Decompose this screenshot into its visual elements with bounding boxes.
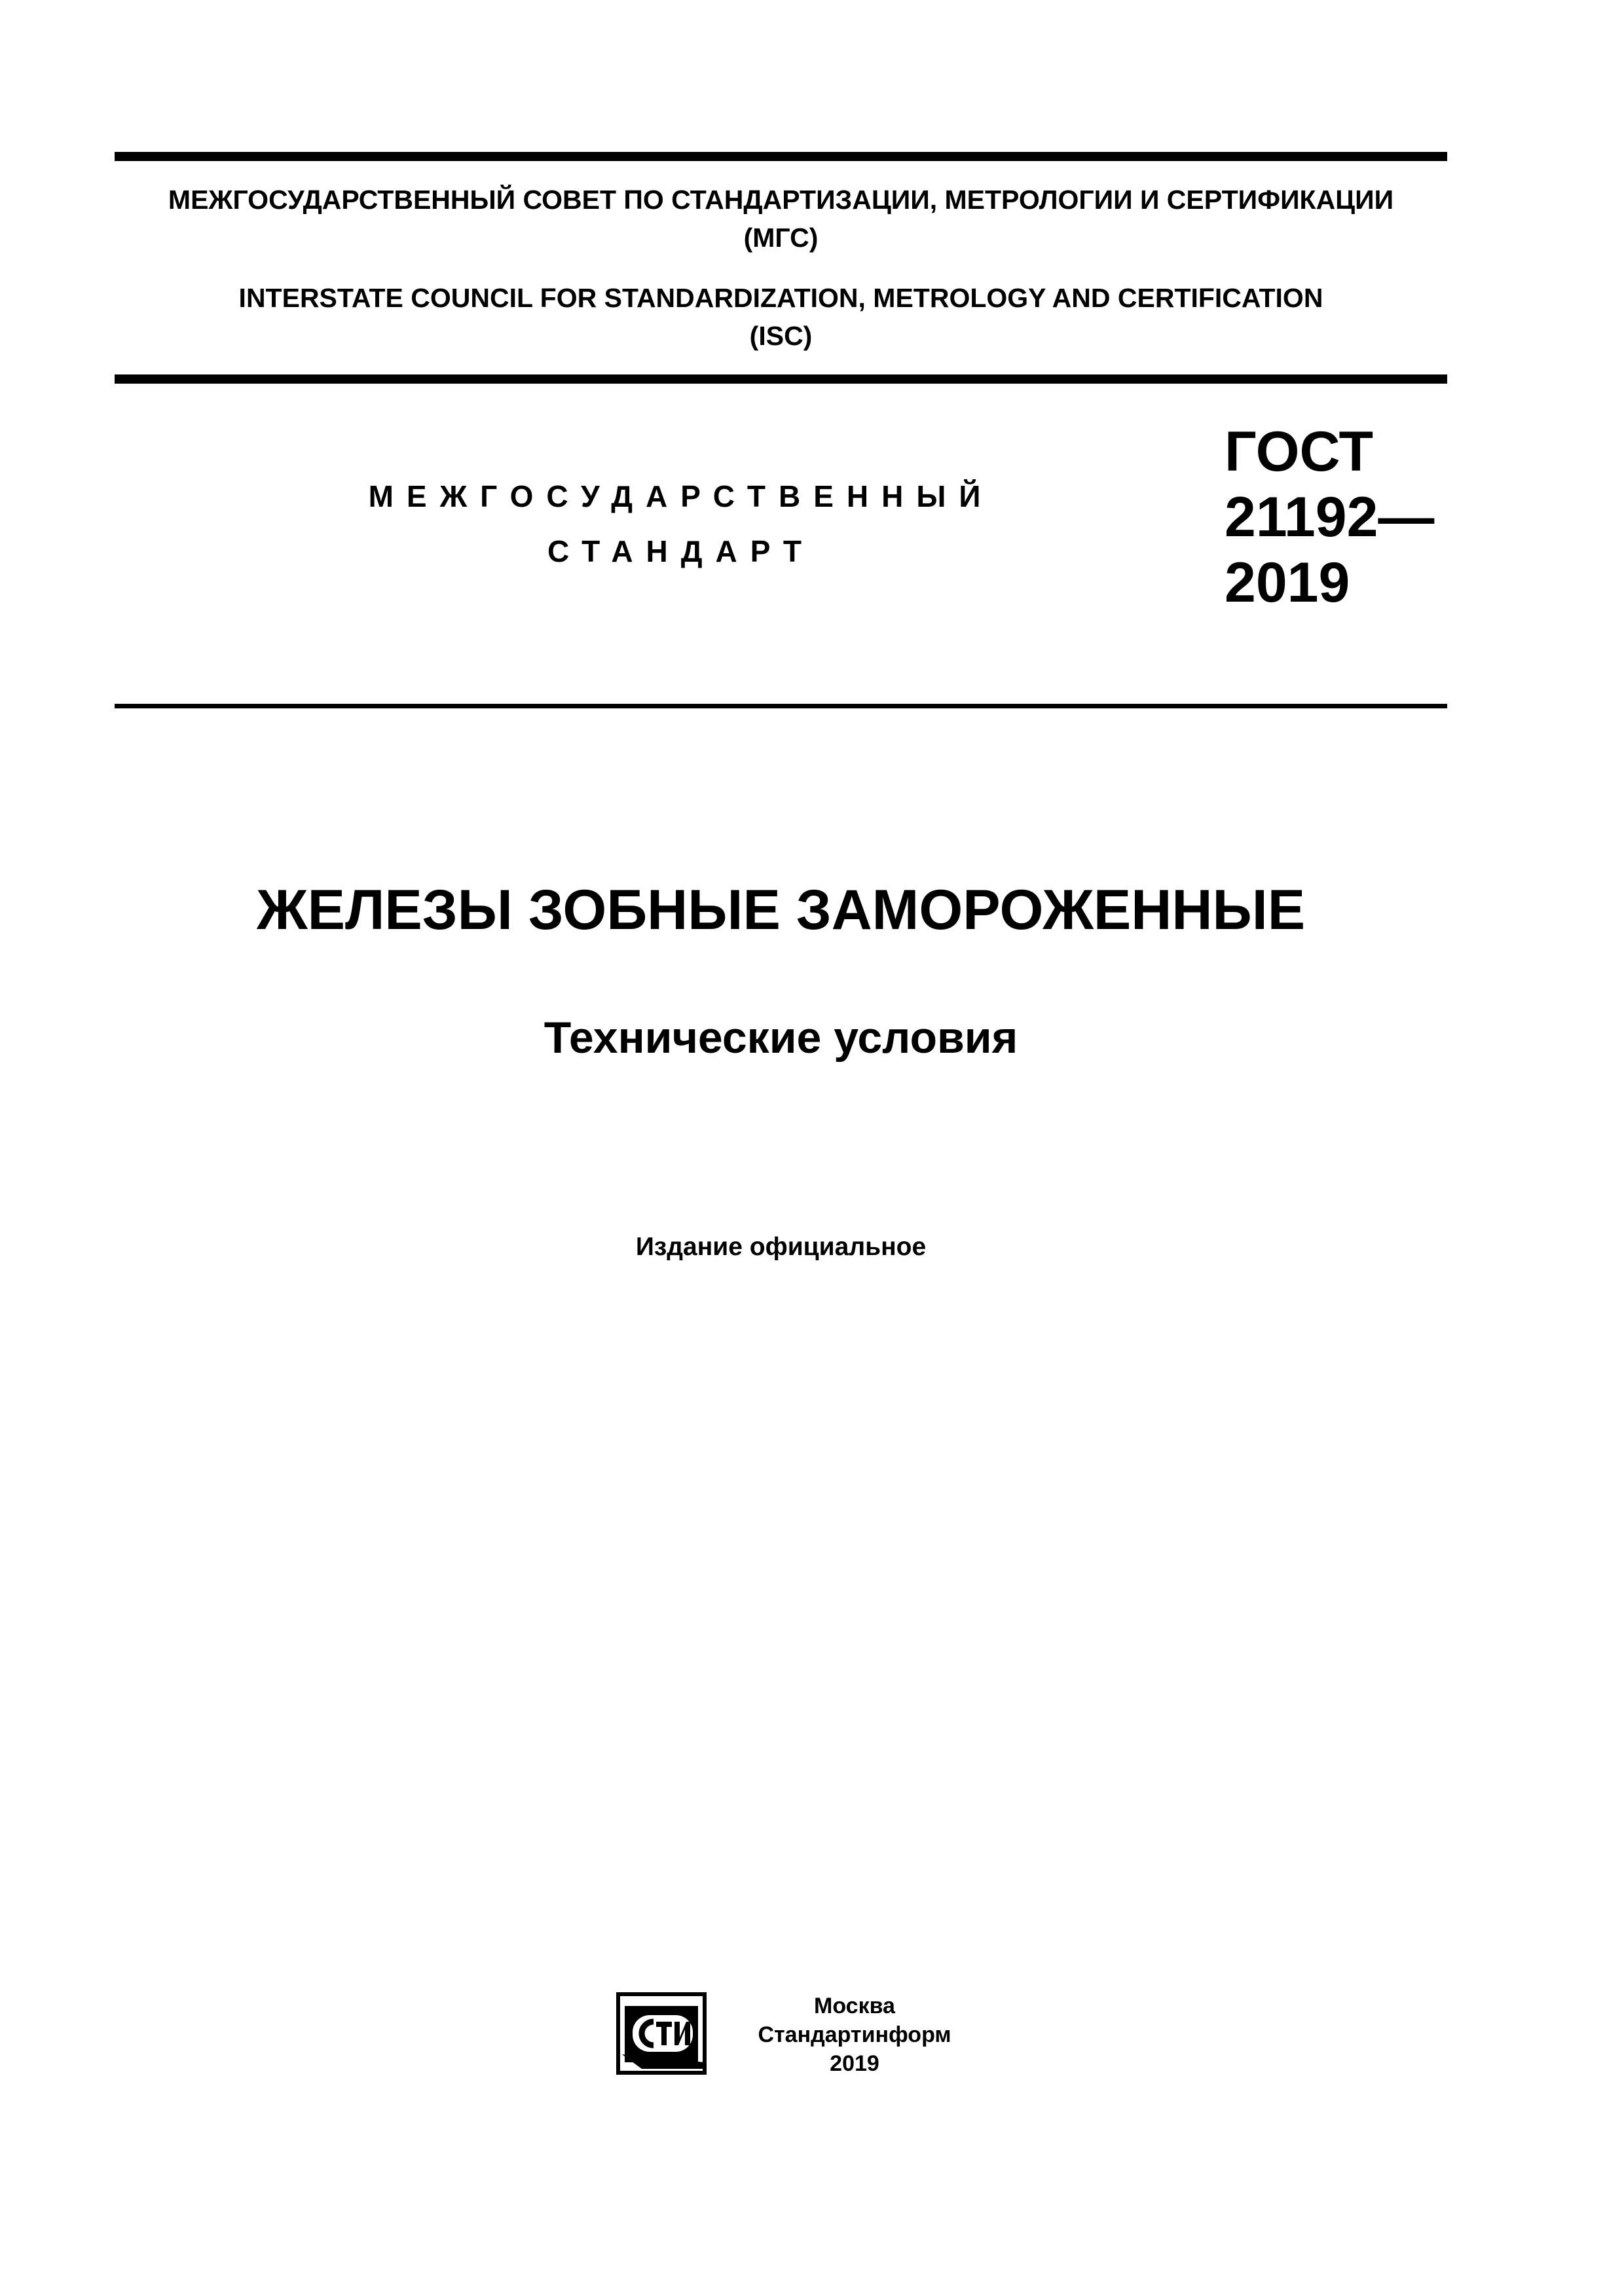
publisher-city: Москва xyxy=(814,1994,895,2018)
publisher-block xyxy=(730,1992,979,2078)
standartinform-logo-icon xyxy=(616,1992,707,2075)
standard-bottom-rule xyxy=(115,704,1447,708)
gost-label: ГОСТ xyxy=(1225,420,1374,483)
standard-type-line1: МЕЖГОСУДАРСТВЕННЫЙ xyxy=(368,479,994,513)
publisher-year: 2019 xyxy=(830,2051,879,2076)
document-title: ЖЕЛЕЗЫ ЗОБНЫЕ ЗАМОРОЖЕННЫЕ xyxy=(256,879,1306,941)
gost-year: 2019 xyxy=(1225,551,1350,614)
council-abbr-ru: (МГС) xyxy=(743,223,819,253)
council-abbr-en: (ISC) xyxy=(749,321,813,351)
edition-note: Издание официальное xyxy=(635,1233,927,1261)
council-name-en: INTERSTATE COUNCIL FOR STANDARDIZATION, METROLOGY AND CERTIFICATION xyxy=(238,283,1323,313)
standard-type-line2: СТАНДАРТ xyxy=(547,534,815,568)
top-rule xyxy=(115,152,1447,161)
council-name-ru: МЕЖГОСУДАРСТВЕННЫЙ СОВЕТ ПО СТАНДАРТИЗАЦИИ, МЕТРОЛОГИИ И СЕРТИФИКАЦИИ xyxy=(168,185,1394,215)
header-bottom-rule xyxy=(115,374,1447,384)
document-subtitle: Технические условия xyxy=(544,1013,1018,1063)
publisher-name: Стандартинформ xyxy=(758,2022,951,2047)
gost-number xyxy=(1225,419,1434,615)
gost-code: 21192— xyxy=(1225,486,1435,549)
